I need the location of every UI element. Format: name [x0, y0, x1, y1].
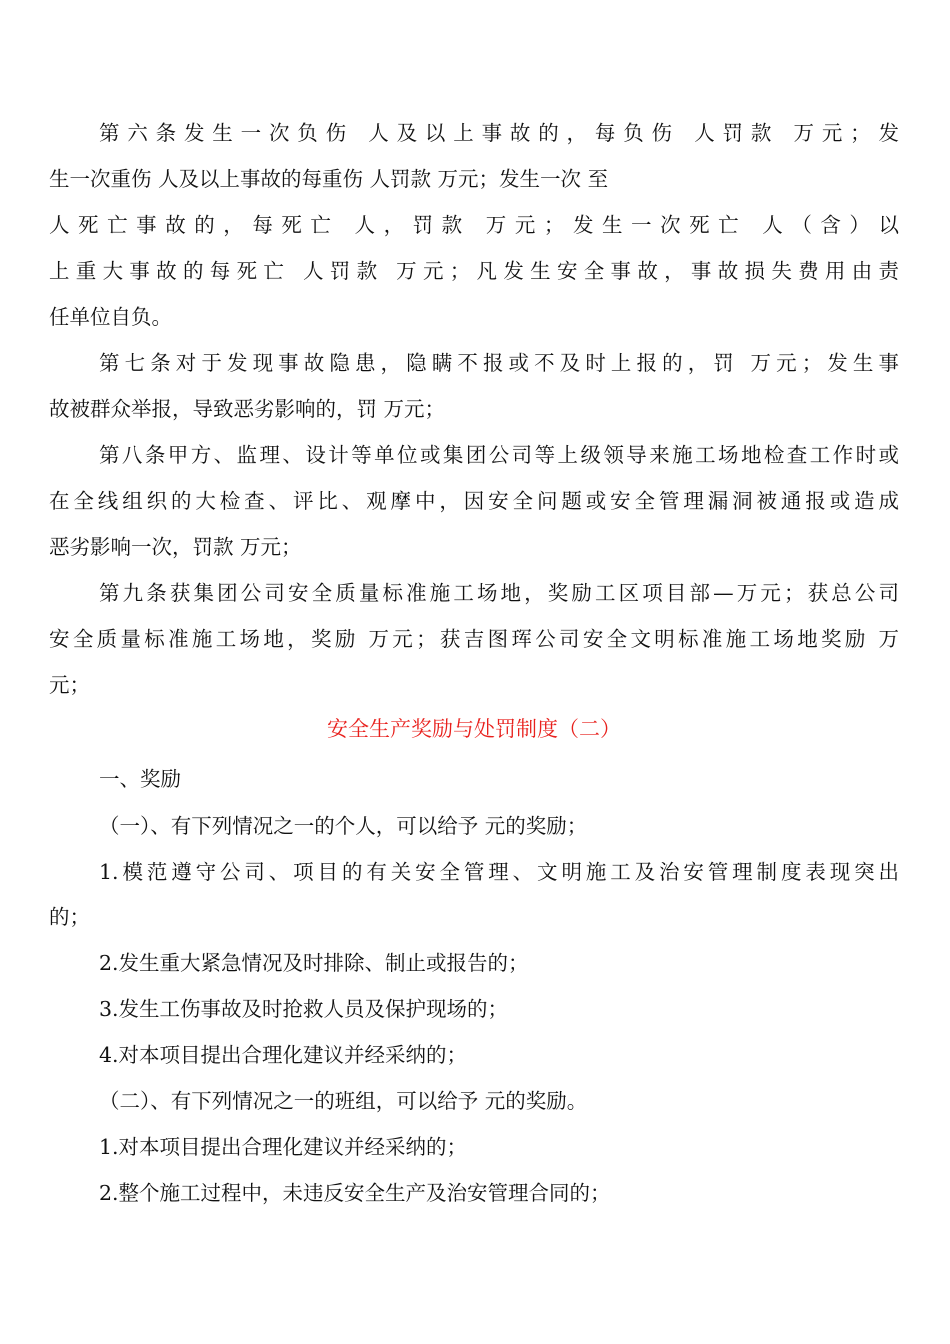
individual-rewards-intro: （一）、有下列情况之一的个人，可以给予 元的奖励； [99, 814, 588, 838]
article-9-line-2: 安全质量标准施工场地，奖励 万元；获吉图珲公司安全文明标准施工场地奖励 万 [49, 627, 899, 651]
reward-item-3: 3.发生工伤事故及时抢救人员及保护现场的； [99, 997, 509, 1021]
section-title: 安全生产奖励与处罚制度（二） [327, 717, 621, 741]
rewards-heading: 一、奖励 [99, 767, 181, 791]
article-9-line-1: 第九条获集团公司安全质量标准施工场地，奖励工区项目部—万元；获总公司 [99, 581, 899, 605]
reward-item-4: 4.对本项目提出合理化建议并经采纳的； [99, 1043, 468, 1067]
reward-item-2: 2.发生重大紧急情况及时排除、制止或报告的； [99, 951, 529, 975]
article-7-line-2: 故被群众举报，导致恶劣影响的，罚 万元； [49, 397, 446, 421]
article-6-line-4: 上重大事故的每死亡 人罚款 万元；凡发生安全事故，事故损失费用由责 [49, 259, 899, 283]
article-8-line-2: 在全线组织的大检查、评比、观摩中，因安全问题或安全管理漏洞被通报或造成 [49, 489, 899, 513]
article-6-line-1: 第六条发生一次负伤 人及以上事故的，每负伤 人罚款 万元；发 [99, 121, 899, 145]
article-8-line-3: 恶劣影响一次，罚款 万元； [49, 535, 302, 559]
article-6-line-3: 人死亡事故的，每死亡 人，罚款 万元；发生一次死亡 人（含）以 [49, 213, 899, 237]
article-6-line-5: 任单位自负。 [49, 305, 172, 329]
reward-item-1-line-1: 1.模范遵守公司、项目的有关安全管理、文明施工及治安管理制度表现突出 [99, 860, 899, 884]
article-8-line-1: 第八条甲方、监理、设计等单位或集团公司等上级领导来施工场地检查工作时或 [99, 443, 899, 467]
team-rewards-intro: （二）、有下列情况之一的班组，可以给予 元的奖励。 [99, 1089, 588, 1113]
reward-item-1-line-2: 的； [49, 905, 90, 929]
article-7-line-1: 第七条对于发现事故隐患，隐瞒不报或不及时上报的，罚 万元；发生事 [99, 351, 899, 375]
team-reward-item-1: 1.对本项目提出合理化建议并经采纳的； [99, 1135, 468, 1159]
team-reward-item-2: 2.整个施工过程中，未违反安全生产及治安管理合同的； [99, 1181, 611, 1205]
article-6-line-2: 生一次重伤 人及以上事故的每重伤 人罚款 万元；发生一次 至 [49, 167, 609, 191]
article-9-line-3: 元； [49, 673, 90, 697]
